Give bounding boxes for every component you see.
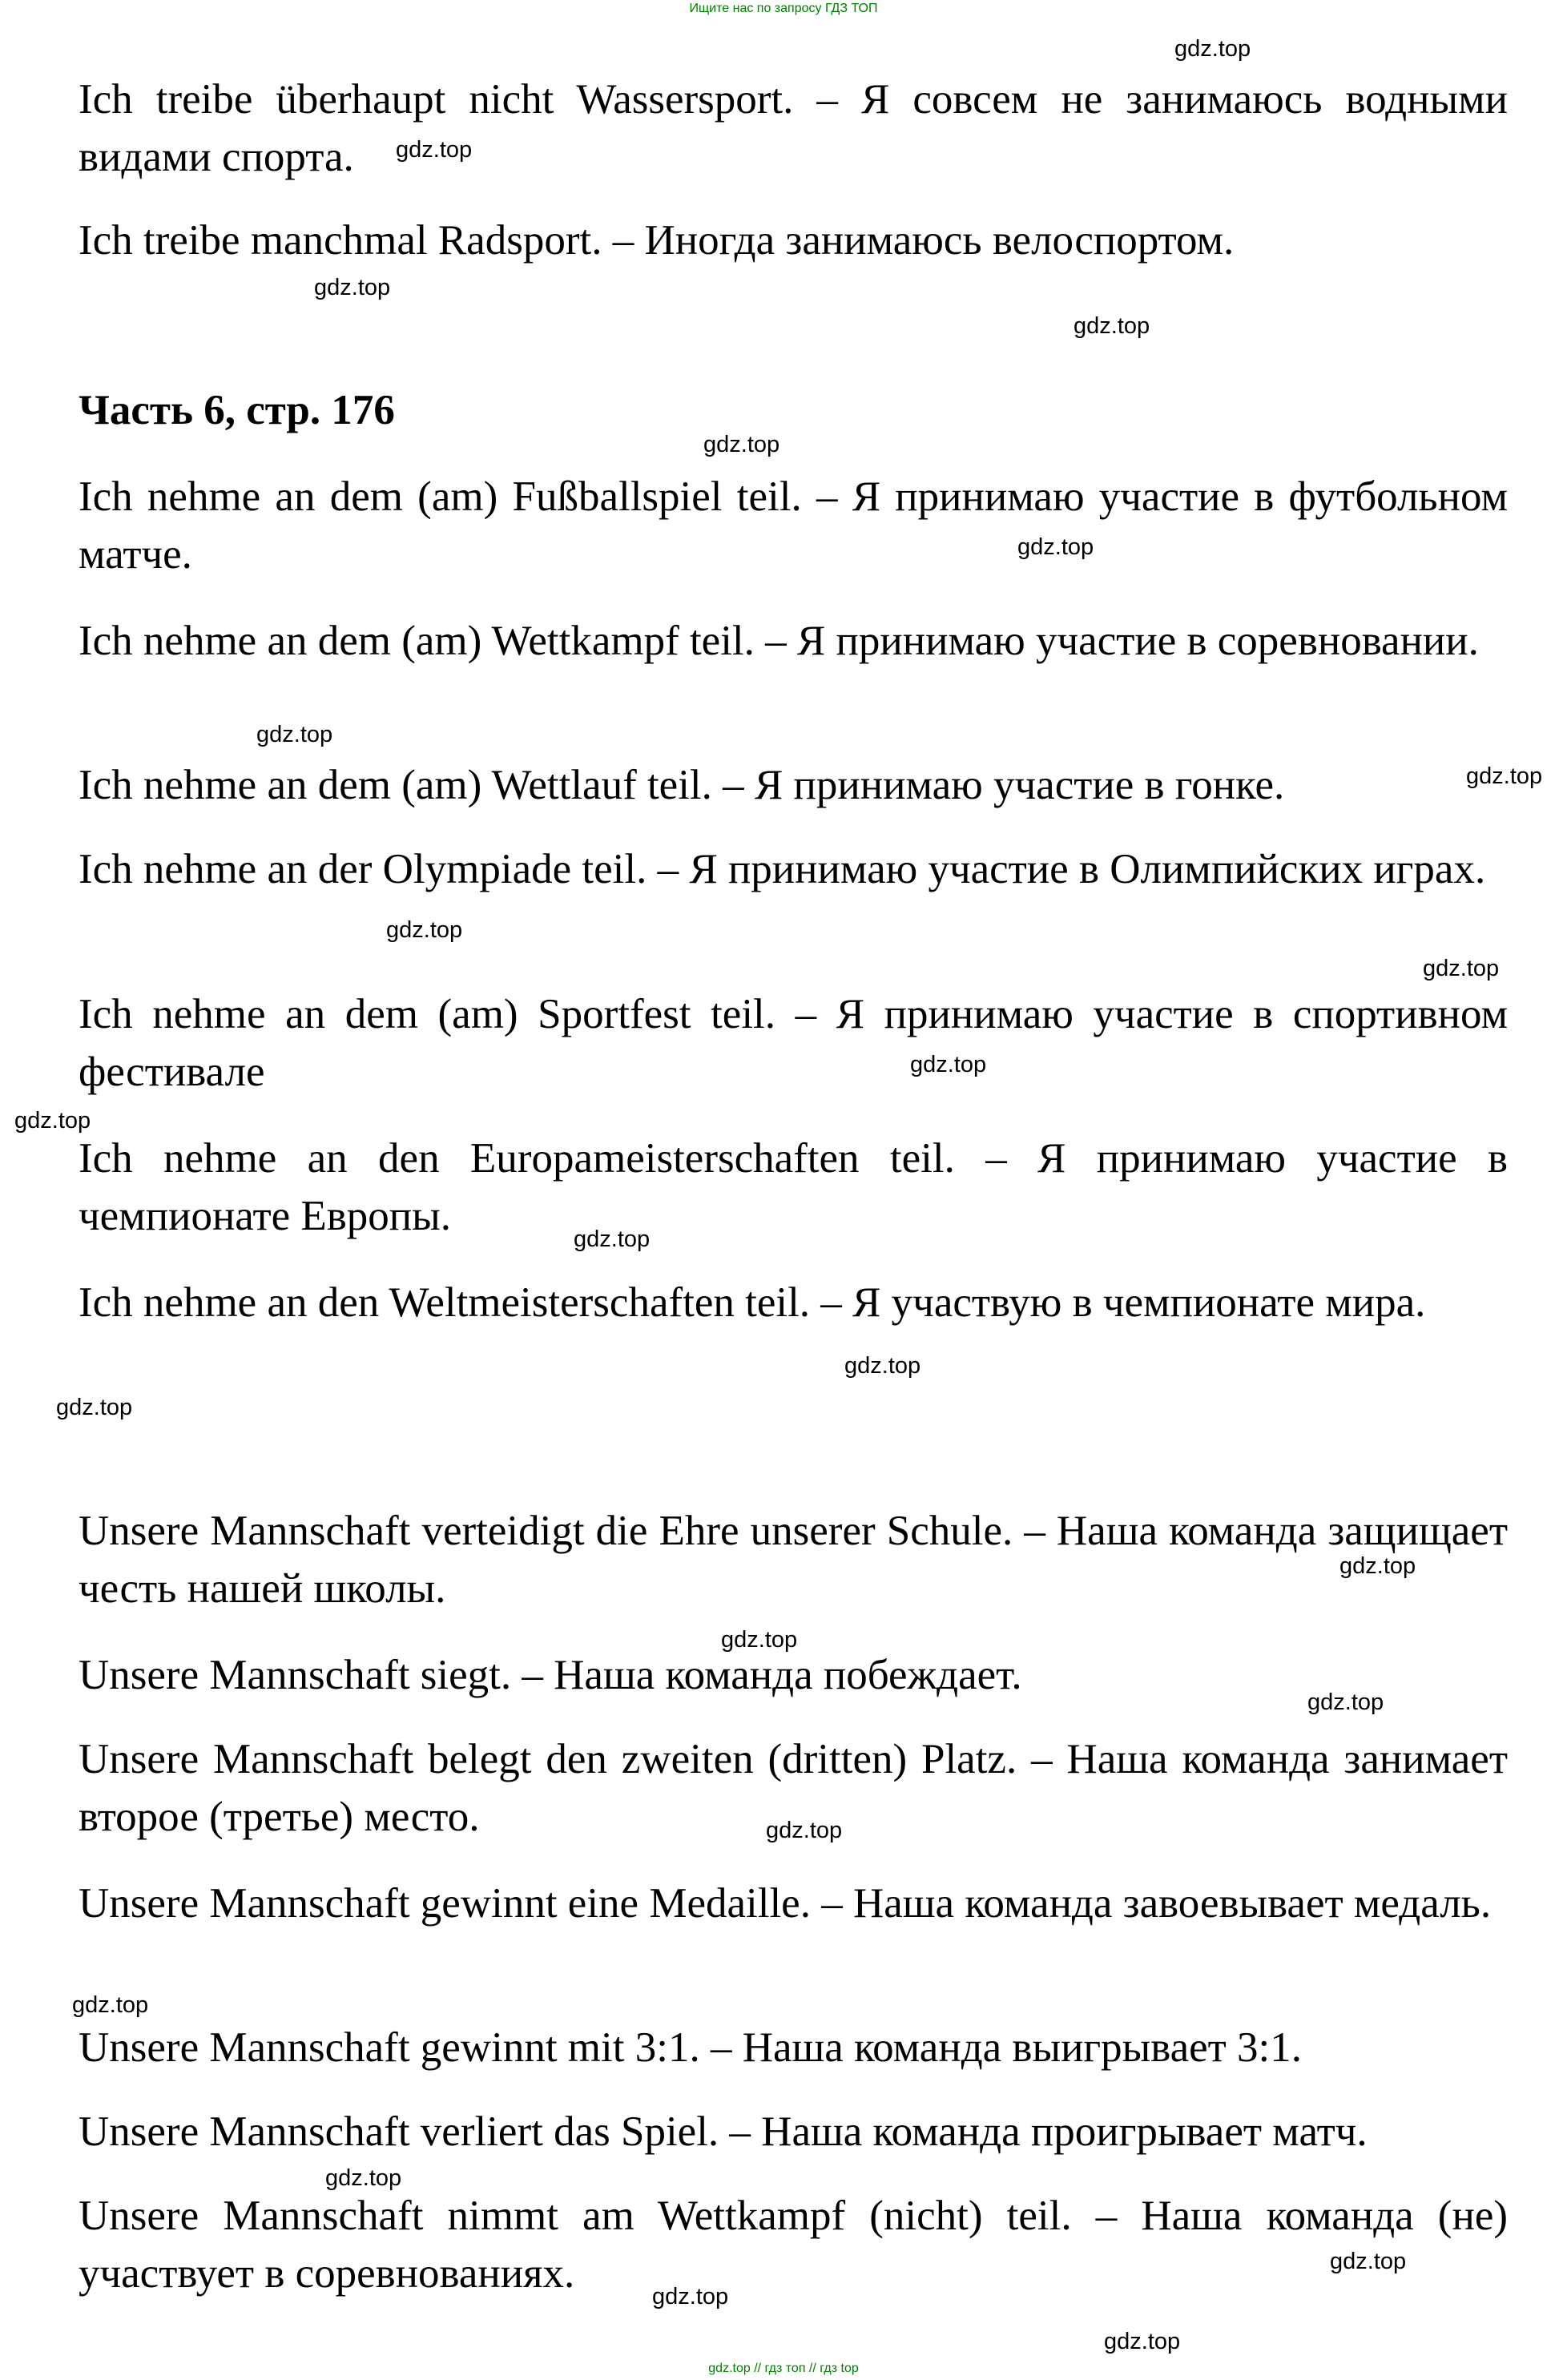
watermark: gdz.top bbox=[1174, 36, 1251, 62]
watermark: gdz.top bbox=[56, 1395, 133, 1420]
paragraph-10: Unsere Mannschaft verteidigt die Ehre unserer Schule. – Наша команда защищает честь нашей школы. bbox=[79, 1508, 1508, 1612]
watermark: gdz.top bbox=[1339, 1553, 1416, 1579]
paragraph-8: Ich nehme an den Europameisterschaften teil. – Я принимаю участие в чемпионате Европы. bbox=[79, 1135, 1508, 1239]
watermark: gdz.top bbox=[256, 722, 333, 747]
section-heading: Часть 6, стр. 176 bbox=[79, 387, 395, 433]
paragraph-6: Ich nehme an der Olympiade teil. – Я принимаю участие в Олимпийских играх. bbox=[79, 846, 1486, 892]
watermark: gdz.top bbox=[652, 2284, 729, 2310]
watermark: gdz.top bbox=[1017, 534, 1094, 560]
paragraph-4: Ich nehme an dem (am) Wettkampf teil. – Я принимаю участие в соревновании. bbox=[79, 618, 1479, 664]
header-banner: Ищите нас по запросу ГДЗ ТОП bbox=[689, 2, 878, 15]
watermark: gdz.top bbox=[314, 275, 391, 300]
watermark: gdz.top bbox=[386, 917, 463, 943]
watermark: gdz.top bbox=[396, 137, 473, 163]
watermark: gdz.top bbox=[844, 1353, 921, 1379]
paragraph-11: Unsere Mannschaft siegt. – Наша команда побеждает. bbox=[79, 1652, 1022, 1698]
watermark: gdz.top bbox=[721, 1627, 798, 1653]
paragraph-12: Unsere Mannschaft belegt den zweiten (dritten) Platz. – Наша команда занимает второе (третье) место. bbox=[79, 1736, 1508, 1840]
watermark: gdz.top bbox=[1330, 2249, 1407, 2274]
paragraph-15: Unsere Mannschaft verliert das Spiel. – Наша команда проигрывает матч. bbox=[79, 2108, 1368, 2155]
watermark: gdz.top bbox=[72, 1992, 149, 2018]
watermark: gdz.top bbox=[766, 1818, 843, 1843]
watermark: gdz.top bbox=[703, 432, 780, 457]
paragraph-14: Unsere Mannschaft gewinnt mit 3:1. – Наша команда выигрывает 3:1. bbox=[79, 2024, 1303, 2071]
watermark: gdz.top bbox=[1423, 956, 1500, 981]
paragraph-5: Ich nehme an dem (am) Wettlauf teil. – Я принимаю участие в гонке. bbox=[79, 762, 1285, 808]
watermark: gdz.top bbox=[1466, 763, 1543, 789]
paragraph-16: Unsere Mannschaft nimmt am Wettkampf (nicht) teil. – Наша команда (не) участвует в соревнованиях. bbox=[79, 2193, 1508, 2297]
watermark: gdz.top bbox=[325, 2165, 402, 2191]
watermark: gdz.top bbox=[14, 1108, 91, 1134]
footer-banner: gdz.top // гдз топ // гдз top bbox=[708, 2362, 859, 2375]
watermark: gdz.top bbox=[574, 1226, 651, 1252]
watermark: gdz.top bbox=[910, 1052, 987, 1077]
paragraph-1: Ich treibe überhaupt nicht Wassersport. – Я совсем не занимаюсь водными видами спорта. bbox=[79, 76, 1508, 180]
watermark: gdz.top bbox=[1104, 2329, 1181, 2354]
paragraph-7: Ich nehme an dem (am) Sportfest teil. – Я принимаю участие в спортивном фестивале bbox=[79, 991, 1508, 1095]
paragraph-2: Ich treibe manchmal Radsport. – Иногда занимаюсь велоспортом. bbox=[79, 217, 1235, 264]
watermark: gdz.top bbox=[1307, 1689, 1384, 1715]
paragraph-9: Ich nehme an den Weltmeisterschaften teil. – Я участвую в чемпионате мира. bbox=[79, 1279, 1426, 1326]
watermark: gdz.top bbox=[1074, 313, 1150, 339]
paragraph-13: Unsere Mannschaft gewinnt eine Medaille. – Наша команда завоевывает медаль. bbox=[79, 1880, 1492, 1927]
paragraph-3: Ich nehme an dem (am) Fußballspiel teil. – Я принимаю участие в футбольном матче. bbox=[79, 473, 1508, 578]
